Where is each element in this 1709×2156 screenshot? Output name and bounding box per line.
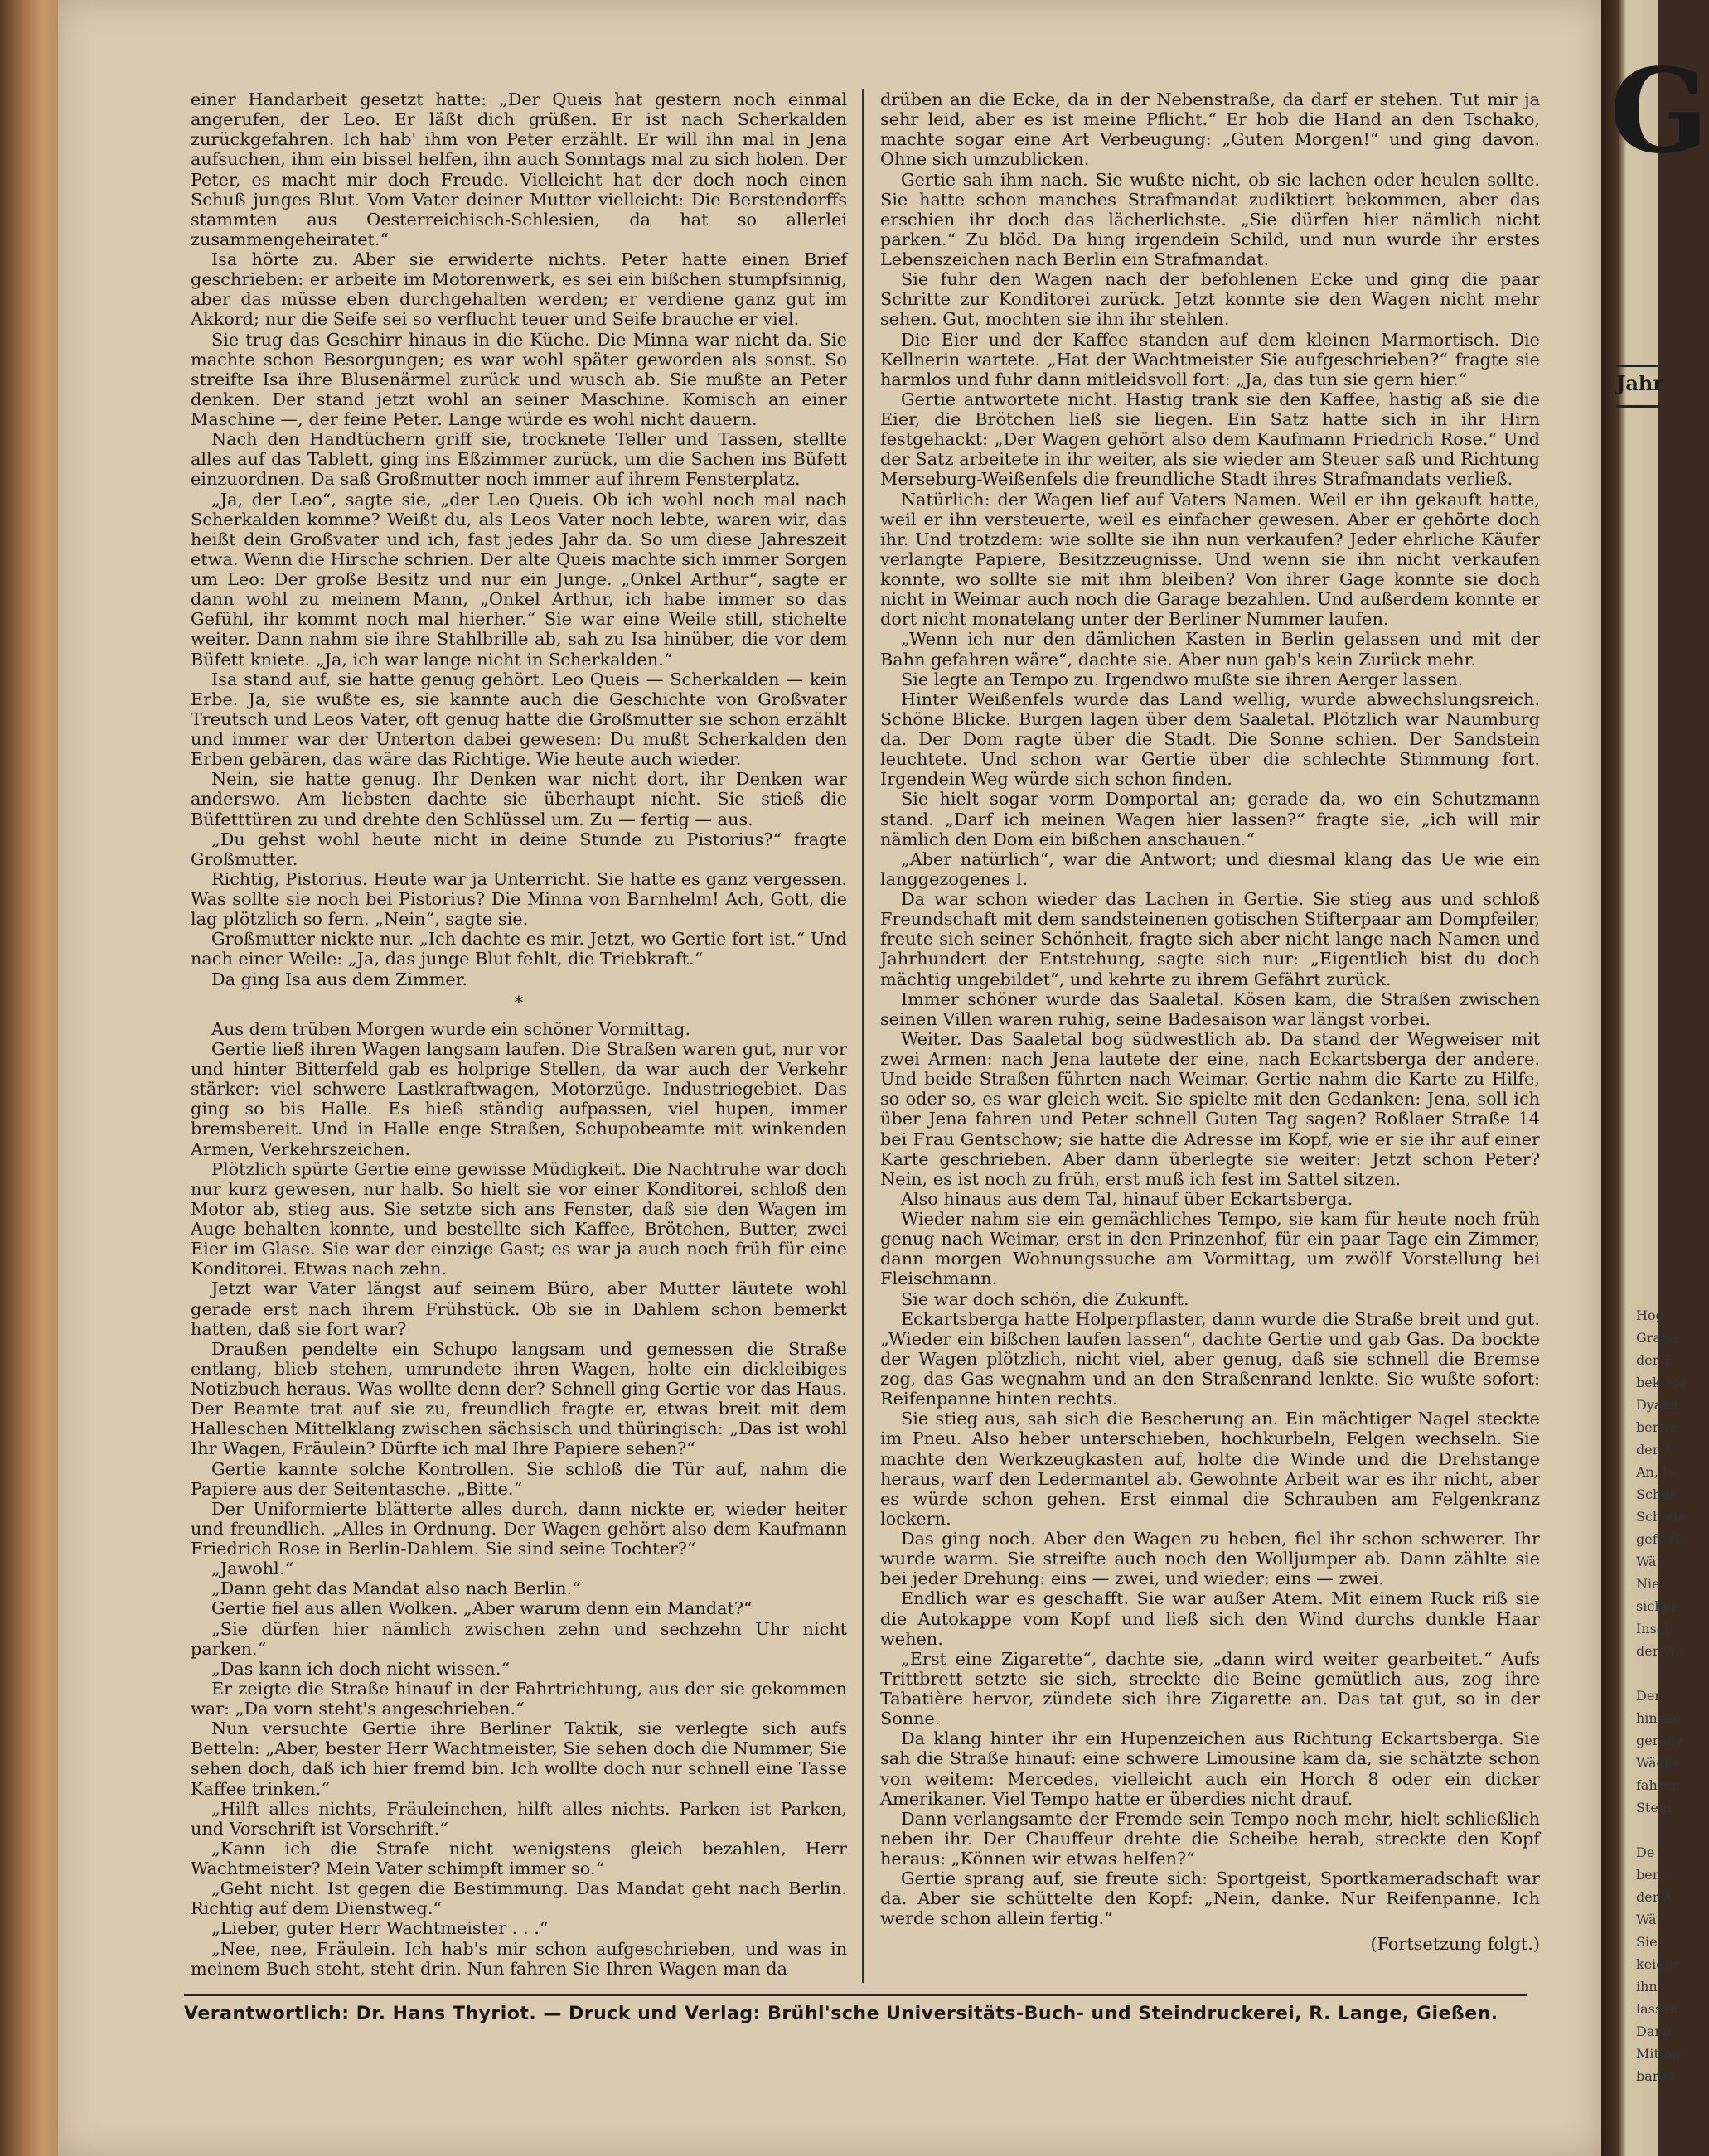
- edge-fragment: keider: [1636, 1956, 1679, 1972]
- edge-fragment: der Wa: [1636, 1643, 1684, 1659]
- paragraph: Immer schöner wurde das Saaletal. Kösen kam, die Straßen zwischen seinen Villen waren ruhig, seine Badesaison war längst vorbei.: [880, 989, 1540, 1029]
- paragraph: Sie stieg aus, sah sich die Bescherung an. Ein mächtiger Nagel steckte im Pneu. Also heber unterschieben, hochkurbeln, Felgen wechseln. Sie machte den Werkzeugkasten auf, holte die Winde und die Drehstange heraus, warf den Ledermantel ab. Gewohnte Arbeit war es ihr nicht, aber es würde schon gehen. Erst einmal die Schrauben am Felgenkranz lockern.: [880, 1409, 1540, 1529]
- edge-fragment: Insel: [1636, 1621, 1669, 1636]
- paragraph: Gertie sah ihm nach. Sie wußte nicht, ob sie lachen oder heulen sollte. Sie hatte schon manches Strafmandat zudiktiert bekommen, aber das erschien ihr doch das lächerlichste. „Sie dürfen hier nämlich nicht parken.“ Zu blöd. Da hing irgendein Schild, und nun wurde ihr erstes Lebenszeichen nach Berlin ein Strafmandat.: [880, 169, 1540, 269]
- paragraph: Sie war doch schön, die Zukunft.: [900, 1288, 1189, 1309]
- paragraph: Sie hielt sogar vorm Domportal an; gerade da, wo ein Schutzmann stand. „Darf ich meinen Wagen hier lassen?“ fragte sie, „ich will mir nämlich den Dom ein bißchen anschauen.“: [880, 789, 1540, 849]
- edge-fragment: Wäche: [1636, 1755, 1681, 1771]
- edge-fragment: Schiebe: [1636, 1509, 1690, 1525]
- paragraph: Endlich war es geschafft. Sie war außer Atem. Mit einem Ruck riß sie die Autokappe vom Kopf und ließ sich den Wind durchs dunkle Haar wehen.: [880, 1588, 1540, 1649]
- paragraph: „Lieber, guter Herr Wachtmeister . . .“: [211, 1918, 549, 1939]
- paragraph: Weiter. Das Saaletal bog südwestlich ab. Da stand der Wegweiser mit zwei Armen: nach Jena lautete der eine, nach Eckartsberga der andere. Und beide Straßen führten nach Weimar. Gertie nahm die Karte zu Hilfe, so oder so, es war gleich weit. Sie spielte mit den Gedanken: Jena, soll ich über Jena fahren und Peter schnell Guten Tag sagen? Roßlaer Straße 14 bei Frau Gentschow; sie hatte die Adresse im Kopf, wie er sie ihr auf einer Karte geschrieben. Aber dann überlegte sie weiter: Jetzt schon Peter? Nein, es ist noch zu früh, erst muß ich fest im Sattel sitzen.: [880, 1028, 1540, 1189]
- edge-fragment: der A: [1636, 1442, 1673, 1457]
- paragraph: Aus dem trüben Morgen wurde ein schöner Vormittag.: [211, 1018, 691, 1039]
- edge-fragment: Hog: [1636, 1308, 1664, 1323]
- paragraph: Gertie sprang auf, sie freute sich: Sportgeist, Sportkameradschaft war da. Aber sie schüttelte den Kopf: „Nein, danke. Nur Reifenpanne. Ich werde schon allein fertig.“: [880, 1868, 1540, 1929]
- paragraph: drüben an die Ecke, da in der Nebenstraße, da darf er stehen. Tut mir ja sehr leid, aber es ist meine Pflicht.“ Er hob die Hand an den Tschako, machte sogar eine Art Verbeugung: „Guten Morgen!“ und ging davon. Ohne sich umzublicken.: [880, 89, 1540, 170]
- next-page-masthead-letter: G: [1610, 44, 1709, 180]
- paragraph: Sie trug das Geschirr hinaus in die Küche. Die Minna war nicht da. Sie machte schon Besorgungen; es war wohl später geworden als sonst. So streifte Isa ihre Blusenärmel zurück und wusch ab. Sie mußte an Peter denken. Der stand jetzt wohl an seiner Maschine. Komisch an einer Maschine —, der feine Peter. Lange würde es wohl nicht dauern.: [191, 329, 847, 429]
- edge-fragment: Dann: [1636, 2023, 1672, 2039]
- paragraph: Das ging noch. Aber den Wagen zu heben, fiel ihr schon schwerer. Ihr wurde warm. Sie streifte auch noch den Wolljumper ab. Dann zählte sie bei jeder Drehung: eins — zwei, und wieder: eins — zwei.: [880, 1529, 1540, 1589]
- edge-fragment: sicher: [1636, 1598, 1678, 1614]
- paragraph: Großmutter nickte nur. „Ich dachte es mir. Jetzt, wo Gertie fort ist.“ Und nach einer Weile: „Ja, das junge Blut fehlt, die Triebkraft.“: [191, 929, 847, 969]
- column-divider: [862, 89, 864, 1983]
- paragraph: „Geht nicht. Ist gegen die Bestimmung. Das Mandat geht nach Berlin. Richtig auf dem Dienstweg.“: [191, 1878, 847, 1919]
- paragraph: „Hilft alles nichts, Fräuleinchen, hilft alles nichts. Parken ist Parken, und Vorschrift ist Vorschrift.“: [191, 1798, 847, 1839]
- paragraph: „Ja, der Leo“, sagte sie, „der Leo Queis. Ob ich wohl noch mal nach Scherkalden komme? Weißt du, als Leos Vater noch lebte, waren wir, das heißt dein Großvater und ich, fast jedes Jahr da. So um diese Jahreszeit etwa. Wenn die Hirsche schrien. Der alte Queis machte sich immer Sorgen um Leo: Der große Besitz und nur ein Junge. „Onkel Arthur“, sagte er dann wohl zu meinem Mann, „Onkel Arthur, ich habe immer so das Gefühl, ihr kommt noch mal hierher.“ Sie war eine Weile still, stichelte weiter. Dann nahm sie ihre Stahlbrille ab, sah zu Isa hinüber, die vor dem Büfett kniete. „Ja, ich war lange nicht in Scherkalden.“: [191, 489, 847, 670]
- paragraph: „Jawohl.“: [211, 1559, 294, 1579]
- paragraph: Sie fuhr den Wagen nach der befohlenen Ecke und ging die paar Schritte zur Konditorei zurück. Jetzt konnte sie den Wagen nicht mehr sehen. Gut, mochten sie ihn ihr stehlen.: [880, 269, 1540, 330]
- paragraph: Da ging Isa aus dem Zimmer.: [211, 969, 467, 989]
- paragraph: Gertie antwortete nicht. Hastig trank sie den Kaffee, hastig aß sie die Eier, die Brötchen ließ sie liegen. Ein Satz hatte sich in ihr Hirn festgehackt: „Der Wagen gehört also dem Kaufmann Friedrich Rose.“ Und der Satz arbeitete in ihr weiter, als sie wieder am Steuer saß und Richtung Merseburg-Weißenfels die freundliche Stadt ihres Strafmandats verließ.: [880, 389, 1540, 490]
- edge-fragment: fahren: [1636, 1777, 1681, 1793]
- edge-fragment: der A: [1636, 1889, 1673, 1905]
- edge-fragment: bares.: [1636, 2068, 1678, 2084]
- paragraph: „Du gehst wohl heute nicht in deine Stunde zu Pistorius?“ fragte Großmutter.: [191, 829, 847, 869]
- imprint-footer: Verantwortlich: Dr. Hans Thyriot. — Druck und Verlag: Brühl'sche Universitäts-Buch- und Steindruckerei, R. Lange, Gießen.: [184, 2004, 1498, 2024]
- edge-fragment: bek Ma: [1636, 1375, 1687, 1390]
- book-binding: [0, 0, 58, 2156]
- paragraph: Nach den Handtüchern griff sie, trocknete Teller und Tassen, stellte alles auf das Tablett, ging ins Eßzimmer zurück, um die Sachen ins Büfett einzuordnen. Da saß Großmutter noch immer auf ihrem Fensterplatz.: [191, 429, 847, 490]
- paragraph: Isa hörte zu. Aber sie erwiderte nichts. Peter hatte einen Brief geschrieben: er arbeite im Motorenwerk, es sei ein bißchen stumpfsinnig, aber das müsse eben durchgehalten werden; er verdiene ganz gut im Akkord; nur die Seife sei so verflucht teuer und Seife brauche er viel.: [191, 249, 847, 330]
- edge-fragment: Mittag: [1636, 2046, 1682, 2062]
- paragraph: Nun versuchte Gertie ihre Berliner Taktik, sie verlegte sich aufs Betteln: „Aber, bester Herr Wachtmeister, Sie sehen doch die Nummer, Sie sehen doch, daß ich hier fremd bin. Ich wollte doch nur schnell eine Tasse Kaffee trinken.“: [191, 1719, 847, 1799]
- paragraph: Draußen pendelte ein Schupo langsam und gemessen die Straße entlang, blieb stehen, umrundete ihren Wagen, holte ein dickleibiges Notizbuch heraus. Was wollte denn der? Schnell ging Gertie vor das Haus. Der Beamte trat auf sie zu, freundlich fragte er, etwas breit mit dem Halleschen Mittelklang zwischen sächsisch und thüringisch: „Das ist wohl Ihr Wagen, Fräulein? Dürfte ich mal Ihre Papiere sehen?“: [191, 1338, 847, 1459]
- paragraph: Die Eier und der Kaffee standen auf dem kleinen Marmortisch. Die Kellnerin wartete. „Hat der Wachtmeister Sie aufgeschrieben?“ fragte sie harmlos und fuhr dann mitleidsvoll fort: „Ja, das tun sie gern hier.“: [880, 329, 1540, 389]
- paragraph: Er zeigte die Straße hinauf in der Fahrtrichtung, aus der sie gekommen war: „Da vorn steht's angeschrieben.“: [191, 1678, 847, 1719]
- edge-fragment: lassen: [1636, 2001, 1678, 2017]
- text-column-right: [880, 89, 1540, 1954]
- edge-fragment: Nie: [1636, 1576, 1660, 1592]
- paragraph: „Aber natürlich“, war die Antwort; und diesmal klang das Ue wie ein langgezogenes I.: [880, 848, 1540, 889]
- edge-fragment: hinsau: [1636, 1710, 1681, 1726]
- paragraph: „Wenn ich nur den dämlichen Kasten in Berlin gelassen und mit der Bahn gefahren wäre“, dachte sie. Aber nun gab's kein Zurück mehr.: [880, 629, 1540, 670]
- paragraph: Gertie kannte solche Kontrollen. Sie schloß die Tür auf, nahm die Papiere aus der Seitentasche. „Bitte.“: [191, 1458, 847, 1499]
- paragraph: Hinter Weißenfels wurde das Land wellig, wurde abwechslungsreich. Schöne Blicke. Burgen lagen über dem Saaletal. Plötzlich war Naumburg da. Der Dom ragte über die Stadt. Die Sonne schien. Der Sandstein leuchtete. Und schon war Gertie über die schlechte Stimmung fort. Irgendein Weg würde sich schon finden.: [880, 689, 1540, 790]
- paragraph: Der Uniformierte blätterte alles durch, dann nickte er, wieder heiter und freundlich. „Alles in Ordnung. Der Wagen gehört also dem Kaufmann Friedrich Rose in Berlin-Dahlem. Sie sind seine Tochter?“: [191, 1498, 847, 1559]
- edge-fragment: Schne: [1636, 1486, 1678, 1502]
- edge-fragment: Dyans: [1636, 1397, 1678, 1413]
- edge-fragment: Der: [1636, 1688, 1661, 1704]
- edge-fragment: Stein,: [1636, 1800, 1676, 1815]
- paragraph: Plötzlich spürte Gertie eine gewisse Müdigkeit. Die Nachtruhe war doch nur kurz gewesen, nur halb. So hielt sie vor einer Konditorei, schloß den Motor ab, stieg aus. Sie setzte sich ans Fenster, daß sie den Wagen im Auge behalten konnte, und bestellte sich Kaffee, Brötchen, Butter, zwei Eier im Glase. Sie war der einzige Gast; es war ja auch noch früh für eine Konditorei. Etwas nach zehn.: [191, 1158, 848, 1279]
- edge-fragment: der E: [1636, 1352, 1673, 1368]
- paragraph: „Dann geht das Mandat also nach Berlin.“: [211, 1578, 581, 1599]
- paragraph: Gertie fiel aus allen Wolken. „Aber warum denn ein Mandat?“: [211, 1598, 753, 1619]
- edge-fragment: Grage: [1636, 1330, 1678, 1346]
- section-separator: *: [514, 992, 524, 1013]
- paragraph: einer Handarbeit gesetzt hatte: „Der Queis hat gestern noch einmal angerufen, der Leo. Er läßt dich grüßen. Er ist nach Scherkalden zurückgefahren. Ich hab' ihm von Peter erzählt. Er will ihn mal in Jena aufsuchen, ihm ein bissel helfen, ihn auch Sonntags mal zu sich holen. Der Peter, es macht mir doch Freude. Vielleicht hat der doch noch einen Schuß junges Blut. Vom Vater deiner Mutter vielleicht: Die Berstendorffs stammten aus Oesterreichisch-Schlesien, da hat so allerlei zusammengeheiratet.“: [191, 89, 847, 249]
- edge-fragment: De: [1636, 1844, 1655, 1860]
- paragraph: Isa stand auf, sie hatte genug gehört. Leo Queis — Scherkalden — kein Erbe. Ja, sie wußte es, sie kannte auch die Geschichte von Großvater Treutsch und Leos Vater, oft genug hatte die Großmutter sie schon erzählt und immer war der Unterton dabei gewesen: Du mußt Scherkalden den Erben gebären, das wäre das Richtige. Wie heute auch wieder.: [191, 669, 847, 770]
- paragraph: „Erst eine Zigarette“, dachte sie, „dann wird weiter gearbeitet.“ Aufs Trittbrett setzte sie sich, streckte die Beine gemütlich aus, zog ihre Tabatière hervor, zündete sich ihre Zigarette an. Das tat gut, so in der Sonne.: [880, 1648, 1540, 1729]
- edge-fragment: gerade: [1636, 1733, 1683, 1748]
- paragraph: Richtig, Pistorius. Heute war ja Unterricht. Sie hatte es ganz vergessen. Was sollte sie noch bei Pistorius? Die Minna von Barnhelm! Ach, Gott, die lag plötzlich so fern. „Nein“, sagte sie.: [191, 868, 847, 930]
- paragraph: „Kann ich die Strafe nicht wenigstens gleich bezahlen, Herr Wachtmeister? Mein Vater schimpft immer so.“: [191, 1838, 847, 1878]
- edge-fragment: gefiarb: [1636, 1531, 1684, 1547]
- paragraph: „Sie dürfen hier nämlich zwischen zehn und sechzehn Uhr nicht parken.“: [191, 1618, 847, 1659]
- paragraph: „Nee, nee, Fräulein. Ich hab's mir schon aufgeschrieben, und was in meinem Buch steht, steht drin. Nun fahren Sie Ihren Wagen man da: [191, 1938, 847, 1979]
- paragraph: Gertie ließ ihren Wagen langsam laufen. Die Straßen waren gut, nur vor und hinter Bitterfeld gab es holprige Stellen, da war auch der Verkehr stärker: viel schwere Lastkraftwagen, Motorzüge. Industriegebiet. Das ging so bis Halle. Es hieß ständig aufpassen, viel hupen, immer bremsbereit. Und in Halle enge Straßen, Schupobeamte mit winkenden Armen, Verkehrszeichen.: [191, 1038, 847, 1159]
- paragraph: Also hinaus aus dem Tal, hinauf über Eckartsberga.: [900, 1188, 1353, 1209]
- footer-rule: [184, 1994, 1527, 1996]
- paragraph: Da klang hinter ihr ein Hupenzeichen aus Richtung Eckartsberga. Sie sah die Straße hinauf: eine schwere Limousine kam da, sie schätzte schon von weitem: Mercedes, vielleicht auch ein Horch 8 oder ein dicker Amerikaner. Viel Tempo hatte er überdies nicht drauf.: [880, 1728, 1540, 1809]
- edge-fragment: An, Ie: [1636, 1464, 1676, 1480]
- paragraph: Da war schon wieder das Lachen in Gertie. Sie stieg aus und schloß Freundschaft mit dem sandsteinenen gotischen Stifterpaar am Dompfeiler, freute sich seiner Schönheit, fragte sich aber nicht lange nach Namen und Jahrhundert der Entstehung, sagte sich nur: „Eigentlich bist du doch mächtig ungebildet“, und kehrte zu ihrem Gefährt zurück.: [880, 889, 1540, 989]
- paragraph: „Das kann ich doch nicht wissen.“: [211, 1658, 511, 1679]
- paragraph: Dann verlangsamte der Fremde sein Tempo noch mehr, hielt schließlich neben ihr. Der Chauffeur drehte die Scheibe herab, streckte den Kopf heraus: „Können wir etwas helfen?“: [880, 1808, 1540, 1868]
- paragraph: Eckartsberga hatte Holperpflaster, dann wurde die Straße breit und gut. „Wieder ein bißchen laufen lassen“, dachte Gertie und gab Gas. Da bockte der Wagen plötzlich, nicht viel, aber genug, daß sie schnell die Bremse zog, das Gas wegnahm und an den Straßenrand lenkte. Sie wußte sofort: Reifenpanne hinten rechts.: [880, 1308, 1540, 1409]
- continuation-note: (Fortsetzung folgt.): [1370, 1933, 1540, 1954]
- paragraph: Nein, sie hatte genug. Ihr Denken war nicht dort, ihr Denken war anderswo. Am liebsten dachte sie überhaupt nicht. Sie stieß die Büfetttüren zu und drehte den Schlüssel um. Zu — fertig — aus.: [191, 769, 847, 829]
- paragraph: Sie legte an Tempo zu. Irgendwo mußte sie ihren Aerger lassen.: [900, 669, 1464, 689]
- edge-fragment: ihn: [1636, 1979, 1658, 1994]
- edge-fragment: Sie: [1636, 1934, 1658, 1950]
- paragraph: Wieder nahm sie ein gemächliches Tempo, sie kam für heute noch früh genug nach Weimar, erst in den Prinzenhof, für ein paar Tage ein Zimmer, dann morgen Wohnungssuche am Vormittag, um zwölf Vorstellung bei Fleischmann.: [880, 1209, 1540, 1289]
- next-page-label: Jahr: [1616, 365, 1658, 408]
- edge-fragment: Wä: [1636, 1554, 1657, 1569]
- edge-fragment: Wä: [1636, 1912, 1657, 1927]
- paragraph: Jetzt war Vater längst auf seinem Büro, aber Mutter läutete wohl gerade erst nach ihrem Frühstück. Ob sie in Dahlem schon bemerkt hatten, daß sie fort war?: [191, 1279, 847, 1339]
- edge-fragment: berrie: [1636, 1419, 1678, 1435]
- paragraph: Natürlich: der Wagen lief auf Vaters Namen. Weil er ihn gekauft hatte, weil er ihn versteuerte, weil es einfacher gewesen. Aber er gehörte doch ihr. Und trotzdem: wie sollte sie ihn nun verkaufen? Jeder ehrliche Käufer verlangte Papiere, Besitzzeugnisse. Und wenn sie ihn nicht verkaufen konnte, wo sollte sie mit ihm bleiben? Von ihrer Gage konnte sie doch nicht in Weimar auch noch die Garage bezahlen. Und außerdem konnte er dort nicht monatelang unter der Berliner Nummer laufen.: [880, 489, 1540, 630]
- edge-fragment: ben v: [1636, 1867, 1673, 1883]
- text-column-left: [191, 89, 847, 1979]
